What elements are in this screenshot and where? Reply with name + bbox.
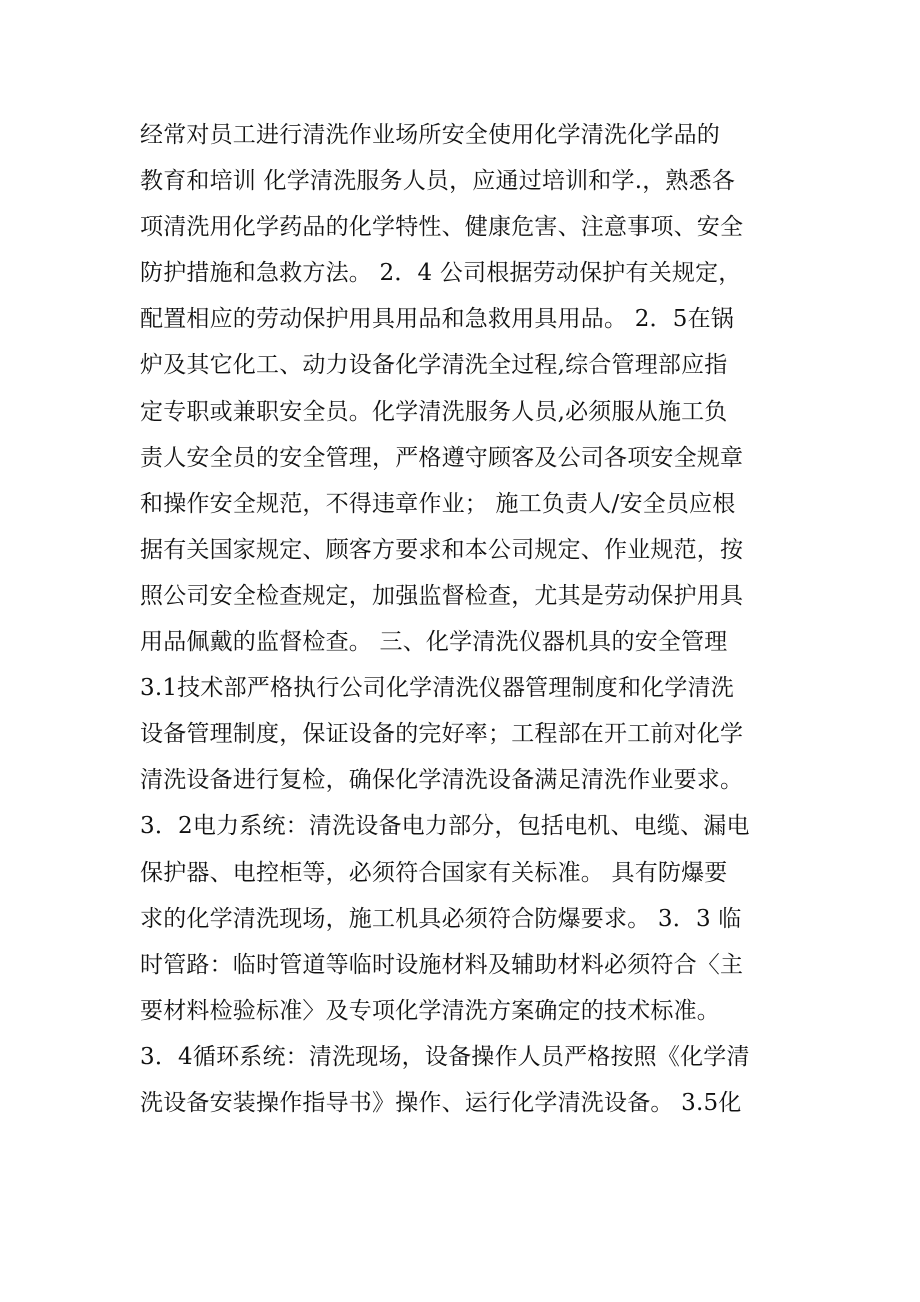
text-line: 时管路：临时管道等临时设施材料及辅助材料必须符合〈主 (140, 951, 744, 978)
text-line: 定专职或兼职安全员。化学清洗服务人员,必须服从施工负 (140, 398, 728, 425)
text-line: 防护措施和急救方法。 2．4 公司根据劳动保护有关规定， (140, 260, 742, 287)
text-line: 洗设备安装操作指导书》操作、运行化学清洗设备。 3.5化 (140, 1089, 742, 1116)
text-line: 保护器、电控柜等，必须符合国家有关标准。 具有防爆要 (140, 859, 728, 886)
text-line: 3．2电力系统：清洗设备电力部分，包括电机、电缆、漏电 (140, 813, 750, 840)
text-line: 据有关国家规定、顾客方要求和本公司规定、作业规范，按 (140, 536, 744, 563)
text-line: 3.1技术部严格执行公司化学清洗仪器管理制度和化学清洗 (140, 675, 734, 702)
text-line: 要材料检验标准〉及专项化学清洗方案确定的技术标准。 (140, 997, 720, 1024)
text-line: 炉及其它化工、动力设备化学清洗全过程,综合管理部应指 (140, 352, 728, 379)
text-line: 照公司安全检查规定，加强监督检查，尤其是劳动保护用具 (140, 582, 744, 609)
text-line: 项清洗用化学药品的化学特性、健康危害、注意事项、安全 (140, 214, 744, 241)
text-line: 求的化学清洗现场，施工机具必须符合防爆要求。 3．3 临 (140, 905, 742, 932)
text-line: 配置相应的劳动保护用具用品和急救用具用品。 2．5在锅 (140, 306, 734, 333)
text-line: 设备管理制度，保证设备的完好率；工程部在开工前对化学 (140, 721, 744, 748)
text-line: 清洗设备进行复检，确保化学清洗设备满足清洗作业要求。 (140, 767, 744, 794)
text-line: 3．4循环系统：清洗现场，设备操作人员严格按照《化学清 (140, 1043, 750, 1070)
text-line: 教育和培训 化学清洗服务人员，应通过培训和学.，熟悉各 (140, 168, 736, 195)
text-line: 用品佩戴的监督检查。 三、化学清洗仪器机具的安全管理 (140, 629, 728, 656)
text-line: 责人安全员的安全管理，严格遵守顾客及公司各项安全规章 (140, 444, 744, 471)
text-line: 经常对员工进行清洗作业场所安全使用化学清洗化学品的 (140, 122, 720, 148)
body-text (140, 112, 820, 1126)
text-line: 和操作安全规范，不得违章作业； 施工负责人/安全员应根 (140, 490, 736, 517)
